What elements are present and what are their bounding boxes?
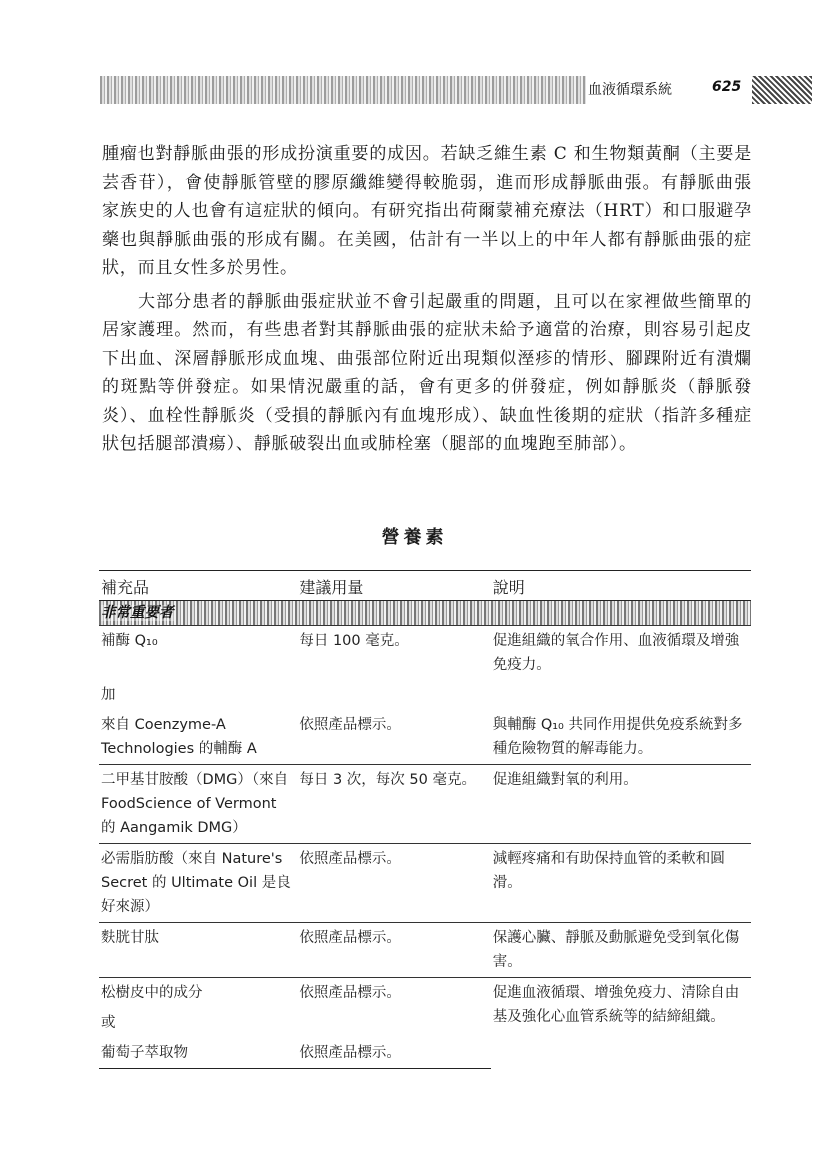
table-row	[99, 923, 751, 978]
header-section-title: 血液循環系統	[588, 82, 672, 98]
supplement-name: 二甲基甘胺酸（DMG）（來自 FoodScience of Vermont 的 Aangamik DMG）	[99, 765, 297, 844]
supplement-name: 松樹皮中的成分	[101, 985, 203, 1001]
supplement-name: 補酶 Q₁₀	[101, 633, 158, 649]
table-row	[99, 626, 751, 681]
description: 促進血液循環、增強免疫力、清除自由基及強化心血管系統等的結締組織。	[492, 985, 740, 1025]
table-row	[99, 680, 751, 710]
running-header	[100, 72, 812, 108]
dosage: 依照產品標示。	[297, 1038, 490, 1069]
category-row	[99, 601, 751, 626]
body-text	[102, 140, 752, 464]
paragraph: 腫瘤也對靜脈曲張的形成扮演重要的成因。若缺乏維生素 C 和生物類黃酮（主要是芸香苷），會使靜脈管壁的膠原纖維變得較脆弱，進而形成靜脈曲張。有靜脈曲張家族史的人也會有這症狀的傾向。有研究指出荷爾蒙補充療法（HRT）和口服避孕藥也與靜脈曲張的形成有關。在美國，估計有一半以上的中年人都有靜脈曲張的症狀，而且女性多於男性。	[102, 144, 752, 278]
supplement-name: 加	[101, 687, 116, 703]
category-label: 非常重要者	[101, 605, 174, 621]
column-header-dosage: 建議用量	[297, 571, 490, 601]
paragraph: 大部分患者的靜脈曲張症狀並不會引起嚴重的問題，且可以在家裡做些簡單的居家護理。然而，有些患者對其靜脈曲張的症狀未給予適當的治療，則容易引起皮下出血、深層靜脈形成血塊、曲張部位附近出現類似溼疹的情形、腳踝附近有潰爛的斑點等併發症。如果情況嚴重的話，會有更多的併發症，例如靜脈炎（靜脈發炎）、血栓性靜脈炎（受損的靜脈內有血塊形成）、缺血性後期的症狀（指許多種症狀包括腿部潰瘍）、靜脈破裂出血或肺栓塞（腿部的血塊跑至肺部）。	[102, 291, 752, 454]
description: 與輔酶 Q₁₀ 共同作用提供免疫系統對多種危險物質的解毒能力。	[491, 710, 751, 765]
section-title: 營養素	[381, 527, 448, 548]
page-number: 625	[712, 79, 742, 95]
description	[491, 680, 751, 710]
table-header-row	[99, 571, 751, 601]
dosage: 每日 3 次，每次 50 毫克。	[297, 765, 490, 844]
header-decorative-pattern	[752, 76, 812, 104]
column-header-supplement: 補充品	[99, 571, 297, 601]
header-decorative-bar	[100, 76, 586, 104]
dosage: 依照產品標示。	[297, 923, 490, 978]
table-row	[99, 765, 751, 844]
table-row	[99, 978, 751, 1009]
supplement-name: 必需脂肪酸（來自 Nature's Secret 的 Ultimate Oil 是良好來源）	[99, 844, 297, 923]
dosage: 依照產品標示。	[299, 985, 401, 1001]
description: 減輕疼痛和有助保持血管的柔軟和圓滑。	[491, 844, 751, 923]
description: 保護心臟、靜脈及動脈避免受到氧化傷害。	[491, 923, 751, 978]
description: 促進組織對氧的利用。	[491, 765, 751, 844]
supplement-name: 或	[101, 1015, 116, 1031]
dosage: 依照產品標示。	[297, 844, 490, 923]
column-header-description: 說明	[491, 571, 751, 601]
supplement-name: 麩胱甘肽	[99, 923, 297, 978]
dosage	[297, 680, 490, 710]
dosage: 每日 100 毫克。	[299, 633, 409, 649]
dosage: 依照產品標示。	[297, 710, 490, 765]
supplement-name: 葡萄子萃取物	[99, 1038, 297, 1069]
dosage	[297, 1008, 490, 1038]
description: 促進組織的氧合作用、血液循環及增強免疫力。	[492, 633, 740, 673]
supplement-name: 來自 Coenzyme-A Technologies 的輔酶 A	[99, 710, 297, 765]
table-row	[99, 844, 751, 923]
supplement-table	[99, 570, 751, 1069]
table-row	[99, 710, 751, 765]
